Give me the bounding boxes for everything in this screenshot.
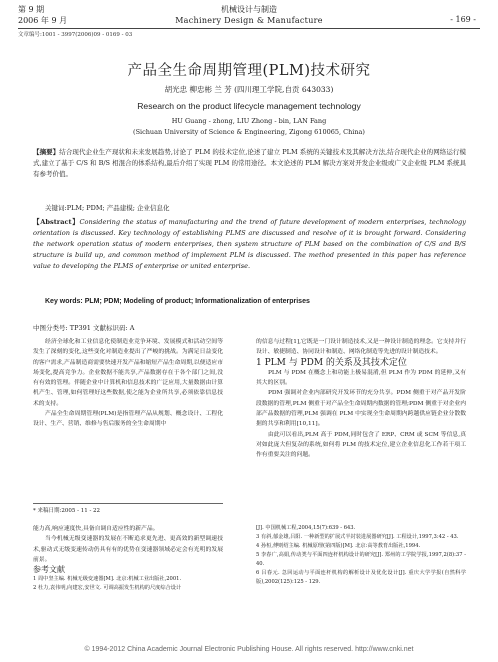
journal-name-en: Machinery Design & Manufacture — [175, 16, 323, 25]
affiliation-en: (Sichuan University of Science & Engineering, Zigong 610065, China) — [133, 128, 365, 136]
author-line: 胡光忠 柳忠彬 兰 芳 (四川理工学院,自贡 643033) — [164, 85, 334, 94]
author-line-en: HU Guang - zhong, LIU Zhong - bin, LAN Fang — [171, 117, 327, 125]
copyright-footer: © 1994-2012 China Academic Journal Electronic Publishing House. All rights reserved. http://www.cnki.net — [84, 646, 414, 653]
reference-item: [J]. 中国机械工程,2004,15(7):639 - 643. — [256, 525, 356, 531]
paragraph: 能力高,响应速度快,具备自调自适应性的新产品。 — [33, 526, 159, 532]
reference-item: 2 杜力,袁伟明,向建宏,安世文. 可调高振发生机构的尺度综合设计 — [33, 585, 182, 592]
reference-item: 5 李春广,高娟,传动类与平面四连杆机构设计的研究[J]. 郑州的工学院学报,1997,2(8):37 - 40. — [256, 552, 466, 567]
keywords-en — [33, 296, 466, 307]
keywords-cn — [33, 203, 466, 214]
reference-item: 3 有斜,郁金雄,吕阳. 一种新型的扩展式半封装进展器研究[J]. 工程设计,1997,3:42 - 43. — [256, 534, 459, 540]
header-rule — [18, 28, 480, 29]
paragraph: 由此可以看出,PLM 高于 PDM,同时包含了 ERP、CRM 或 SCM 等信息,真对如此庞大但复杂的系统,如何将 PLM 的技术定位,建立企业信息化工作若干项工作有重要关注的问题。 — [256, 431, 466, 459]
paragraph: 当今机械无级变速器的发展在不断追求更先进、更高效的新型调速技术,驱动式无级变速传动仍具有有的优势在变速器领域必定会有光明的发展前景。 — [33, 536, 223, 563]
keywords-text: PLM; PDM; 产品建模; 企业信息化 — [66, 204, 170, 212]
paragraph: PLM 与 PDM 在概念上和功能上极易混淆,但 PLM 作为 PDM 的延伸,又有其大的区别。 — [256, 369, 466, 387]
abstract-label: 【摘要】 — [33, 148, 60, 156]
paragraph: 经济全球化和工业信息化使制造业竞争环境、发展模式和活动空间等发生了深刻的变化,这些变化对制造业提出了严峻的挑战。为满足日益变化的客户需求,产品制造商需要快速开发产品和缩短产品生命周期,以便适应市场变化,提高竞争力。企业数据不能共享,产品数据存在于各个部门之间,没有有效的管理。伴随企业中计算机和信息技术的广泛应用,大量数据由计算机产生、管理,如何管理好这些数据,使之能为企业所共享,必须依靠信息技术的支持。 — [33, 339, 223, 407]
abstract-cn — [33, 147, 466, 180]
abstract-en-label: 【Abstract】 — [33, 218, 80, 226]
paper-title: 产品全生命周期管理(PLM)技术研究 — [127, 63, 371, 79]
running-header — [0, 4, 498, 44]
abstract-en-text: Considering the status of manufacturing and the trend of future development of modern enterprises, technology orientation is discussed. Key technology of establishing PLMS are discussed and resolve of it is brought forward. Considering the network operation status of modern enterprises, then system structure of PLM based on the combination of C/S and B/S structure is build up, and common method of implement PLM is discussed. The method presented in this paper has reference value to developing the PLMS of enterprise or united enterprise. — [33, 218, 466, 270]
reference-item: 6 吕春元. 急回运动与平面连杆机构的解析设计及优化设计[J]. 重庆大学学报(自然科学版),2002(125):125 - 129. — [256, 570, 466, 585]
references-heading: 参考文献 — [33, 565, 65, 575]
reference-item: 1 周中坚主编. 机械无级变速器[M]. 北京:机械工业出版社,2001. — [33, 576, 182, 583]
article-number: 文章编号:1001 - 3997(2006)09 - 0169 - 03 — [18, 32, 133, 38]
right-column — [256, 337, 466, 461]
keywords-en-label: Key words: — [45, 298, 83, 305]
references-right — [256, 524, 466, 587]
journal-name-cn: 机械设计与制造 — [221, 5, 277, 14]
paragraph: 的信息与过程[1],它既是一门设计制造技术,又是一种设计制造的理念。它支持并行设计、敏捷制造、协同设计和制造、网络化制造等先进的设计制造技术。 — [256, 339, 466, 356]
left-column-bottom — [33, 524, 223, 593]
left-column — [33, 337, 223, 430]
paper-title-en: Research on the product lifecycle management technology — [137, 101, 361, 111]
abstract-text: 结合现代企业生产现状和未来发展趋势,讨论了 PLM 的技术定位,论述了建立 PLM 系统的关键技术及其解决方法,结合现代企业的网络运行模式,建立了基于 C/S 和 B/S 相混合的体系结构,最后介绍了实现 PLM 的常用途径。本文论述的 PLM 解决方案对开发企业级或广义企业级 PLM 系统具有参考价值。 — [33, 148, 467, 178]
keywords-label: 关键词: — [45, 204, 67, 212]
issue-number: 第 9 期 — [18, 5, 45, 14]
reference-item: 4 孙桓,傅则绍主编. 机械原理(第四版)[M]. 北京:高等教育出版社,1994. — [256, 543, 421, 549]
journal-name — [0, 4, 498, 26]
footnote: * 来稿日期:2005 - 11 - 22 — [33, 503, 223, 514]
paragraph: PDM 强调对企业内部研究开发环节的充分共享。PDM 侧重于对产品开发阶段数据的管理,PLM 侧重于对产品全生命周期内数据的管理;PDM 侧重于对企业内部产品数据的管理,PLM 强调在 PLM 中实现全生命周期内跨越供应链企业分散数据的共享和利用[10,11]。 — [256, 390, 466, 428]
abstract-en — [33, 217, 466, 272]
classification-line: 中图分类号: TP391 文献标识码: A — [33, 324, 135, 332]
section-heading: 1 PLM 与 PDM 的关系及其技术定位 — [256, 357, 407, 368]
paragraph: 产品全生命周期管理(PLM)是指管理产品从规划、概念设计、工程化设计、生产、营销、维修与售后服务的全生命周期中 — [33, 411, 223, 428]
issue-date-text: 2006 年 9 月 — [18, 16, 68, 25]
page-number: - 169 - — [450, 15, 476, 24]
keywords-en-text: PLM; PDM; Modeling of product; Informationalization of enterprises — [84, 298, 310, 305]
